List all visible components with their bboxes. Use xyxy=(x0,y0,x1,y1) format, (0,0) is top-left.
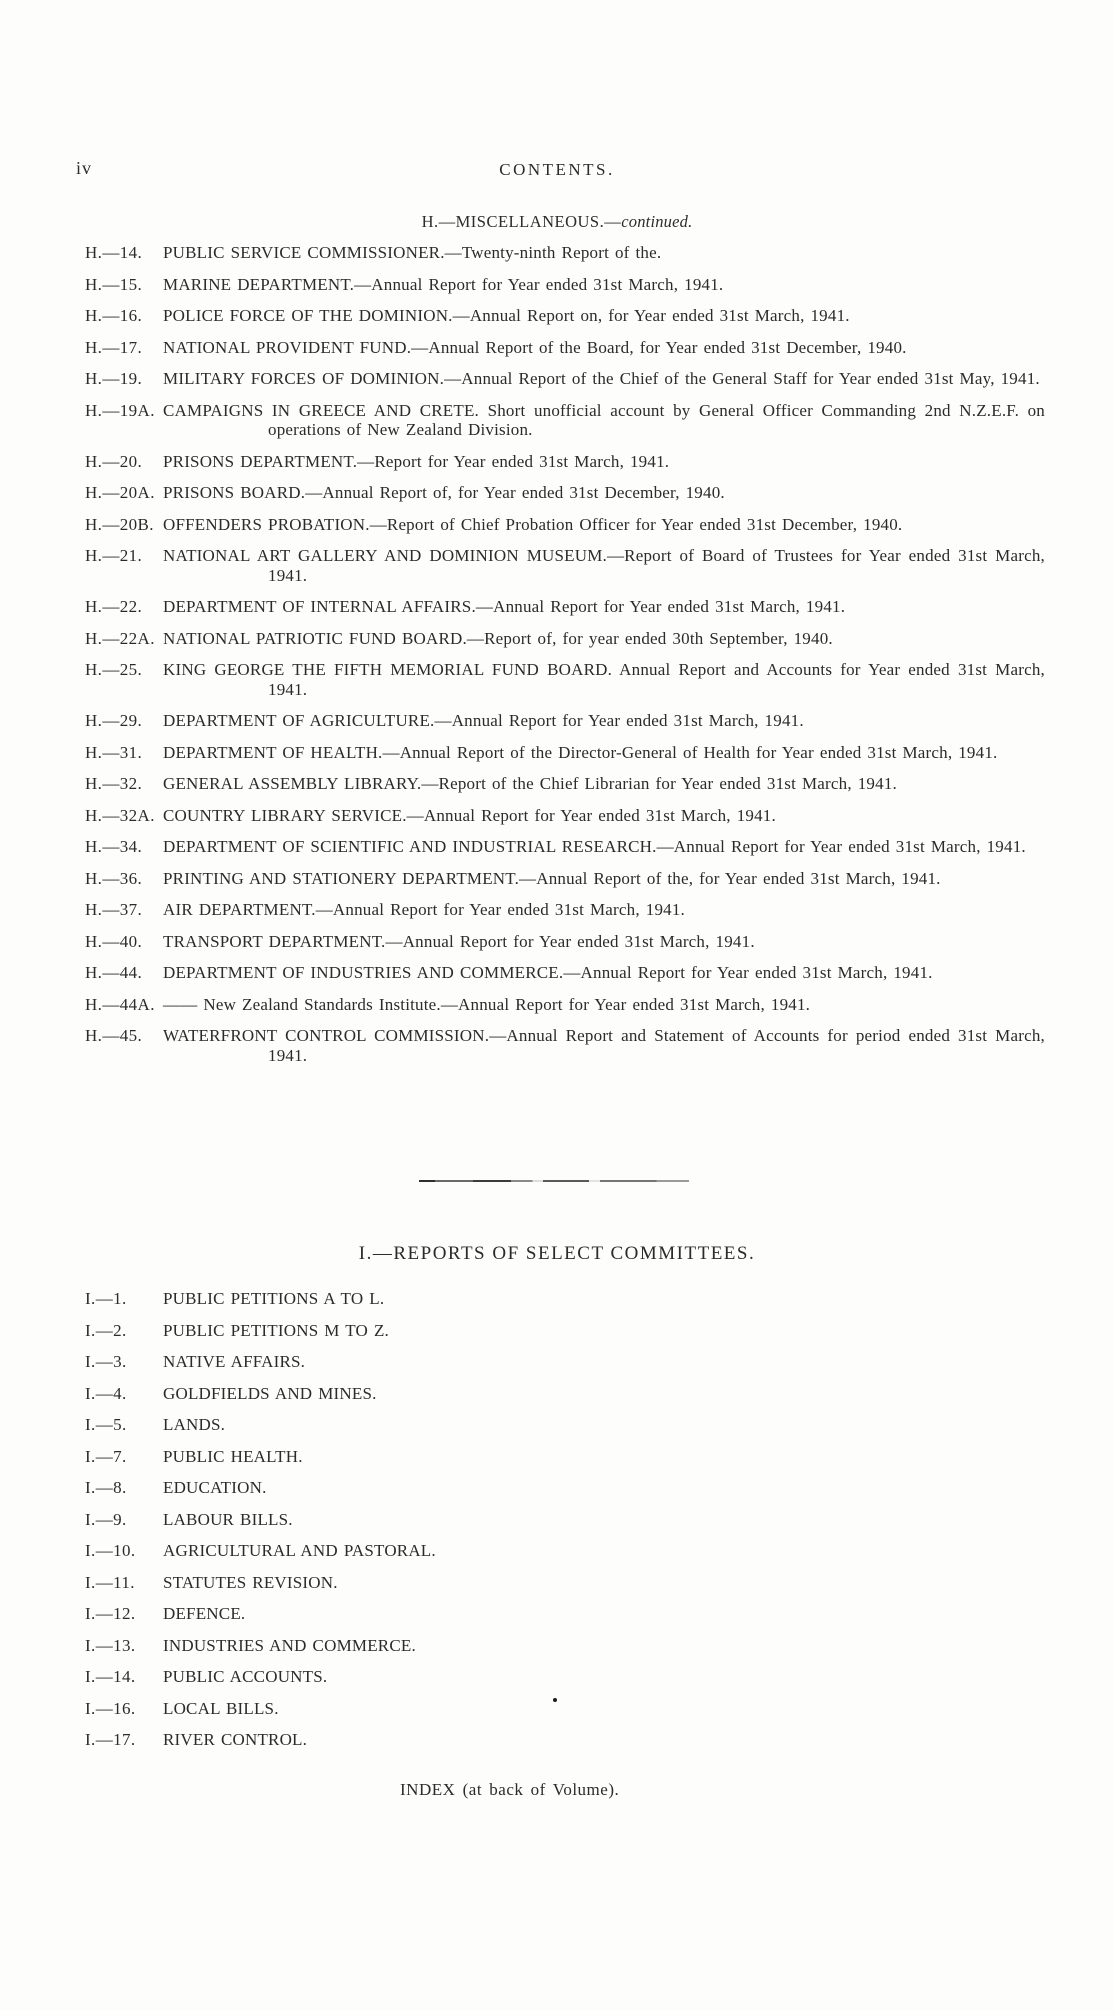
contents-entry-row xyxy=(85,1541,1045,1561)
entry-text: GENERAL ASSEMBLY LIBRARY.—Report of the Chief Librarian for Year ended 31st March, 1941. xyxy=(163,774,897,793)
entry-text: DEPARTMENT OF INTERNAL AFFAIRS.—Annual Report for Year ended 31st March, 1941. xyxy=(163,597,846,616)
contents-entry-row xyxy=(85,546,1045,585)
entry-text: DEPARTMENT OF AGRICULTURE.—Annual Report for Year ended 31st March, 1941. xyxy=(163,711,804,730)
entry-number: H.—45. xyxy=(85,1026,143,1045)
entry-number: H.—19A. xyxy=(85,400,155,420)
section-h-heading-continued: continued. xyxy=(621,212,693,231)
entry-text: PRINTING AND STATIONERY DEPARTMENT.—Annual Report of the, for Year ended 31st March, 1941. xyxy=(163,868,941,888)
contents-entry-row xyxy=(85,743,1045,763)
entry-text: NATIONAL PROVIDENT FUND.—Annual Report of the Board, for Year ended 31st December, 1940. xyxy=(163,337,907,357)
contents-entry-row xyxy=(85,243,1045,263)
section-divider-rule xyxy=(419,1180,689,1182)
entry-number: H.—44A. xyxy=(85,994,155,1014)
contents-entry-row xyxy=(85,452,1045,472)
contents-entry-row xyxy=(85,711,1045,731)
contents-entry-row xyxy=(85,515,1045,535)
entry-number: I.—12. xyxy=(85,1604,136,1623)
contents-entry-row xyxy=(85,275,1045,295)
contents-entry-row xyxy=(85,1415,1045,1435)
contents-entry-row xyxy=(85,1321,1045,1341)
entry-number: H.—19. xyxy=(85,369,143,388)
entry-text: LOCAL BILLS. xyxy=(163,1698,279,1718)
entry-text: NATIVE AFFAIRS. xyxy=(163,1352,306,1371)
section-i-heading: I.—REPORTS OF SELECT COMMITTEES. xyxy=(358,1243,756,1264)
entry-text: PUBLIC SERVICE COMMISSIONER.—Twenty-ninth Report of the. xyxy=(163,243,662,262)
entry-text: TRANSPORT DEPARTMENT.—Annual Report for Year ended 31st March, 1941. xyxy=(163,931,755,951)
entry-text: OFFENDERS PROBATION.—Report of Chief Probation Officer for Year ended 31st December, 1940. xyxy=(163,514,903,534)
entry-text: PUBLIC ACCOUNTS. xyxy=(163,1667,328,1686)
entry-text: DEFENCE. xyxy=(163,1604,246,1623)
contents-entry-row xyxy=(85,774,1045,794)
contents-entry-row xyxy=(85,1667,1045,1687)
entry-text: COUNTRY LIBRARY SERVICE.—Annual Report for Year ended 31st March, 1941. xyxy=(163,805,776,825)
ink-speck xyxy=(553,1698,557,1702)
contents-entry-row xyxy=(85,1699,1045,1719)
contents-entry-row xyxy=(85,306,1045,326)
entry-number: H.—29. xyxy=(85,711,143,730)
entry-number: I.—5. xyxy=(85,1415,127,1434)
entry-text: CAMPAIGNS IN GREECE AND CRETE. Short unofficial account by General Officer Commanding 2nd N.Z.E.F. on operations of New Zealand Division. xyxy=(163,400,1045,439)
contents-entry-row xyxy=(85,1604,1045,1624)
entry-text: DEPARTMENT OF INDUSTRIES AND COMMERCE.—Annual Report for Year ended 31st March, 1941. xyxy=(163,963,933,982)
contents-entry-row xyxy=(85,1026,1045,1065)
contents-entry-row xyxy=(85,1384,1045,1404)
entry-text: DEPARTMENT OF HEALTH.—Annual Report of the Director-General of Health for Year ended 31st March, 1941. xyxy=(163,742,998,762)
entry-text: —— New Zealand Standards Institute.—Annual Report for Year ended 31st March, 1941. xyxy=(163,994,811,1014)
entry-number: H.—20. xyxy=(85,451,143,471)
entry-number: H.—20B. xyxy=(85,514,154,534)
contents-entry-row xyxy=(85,995,1045,1015)
entry-text: MARINE DEPARTMENT.—Annual Report for Year ended 31st March, 1941. xyxy=(163,274,724,294)
section-i-entry-list xyxy=(85,1289,1045,1762)
entry-text: INDUSTRIES AND COMMERCE. xyxy=(163,1635,416,1655)
entry-number: H.—31. xyxy=(85,742,143,762)
entry-number: H.—36. xyxy=(85,868,143,888)
contents-entry-row xyxy=(85,1730,1045,1750)
entry-text: STATUTES REVISION. xyxy=(163,1572,338,1592)
entry-number: H.—32. xyxy=(85,774,143,793)
entry-number: I.—1. xyxy=(85,1289,127,1308)
entry-text: GOLDFIELDS AND MINES. xyxy=(163,1383,377,1403)
entry-number: H.—32A. xyxy=(85,805,155,825)
contents-entry-row xyxy=(85,1447,1045,1467)
entry-number: H.—15. xyxy=(85,274,143,294)
entry-number: I.—11. xyxy=(85,1572,135,1592)
entry-text: MILITARY FORCES OF DOMINION.—Annual Report of the Chief of the General Staff for Year ended 31st May, 1941. xyxy=(163,369,1040,388)
entry-number: H.—16. xyxy=(85,306,143,325)
contents-entry-row xyxy=(85,869,1045,889)
entry-text: NATIONAL ART GALLERY AND DOMINION MUSEUM.—Report of Board of Trustees for Year ended 31st March, 1941. xyxy=(163,546,1045,585)
contents-entry-row xyxy=(85,1289,1045,1309)
contents-entry-row xyxy=(85,483,1045,503)
page-number: iv xyxy=(76,158,93,178)
index-note: INDEX (at back of Volume). xyxy=(400,1780,620,1799)
entry-text: KING GEORGE THE FIFTH MEMORIAL FUND BOARD. Annual Report and Accounts for Year ended 31st March, 1941. xyxy=(163,660,1045,699)
entry-number: H.—20A. xyxy=(85,483,155,502)
contents-entry-row xyxy=(85,338,1045,358)
entry-number: I.—3. xyxy=(85,1352,127,1371)
section-h-entry-list xyxy=(85,243,1045,1077)
contents-entry-row xyxy=(85,597,1045,617)
entry-number: H.—34. xyxy=(85,837,143,856)
entry-number: I.—7. xyxy=(85,1446,127,1466)
page-title: CONTENTS. xyxy=(499,160,615,179)
entry-number: H.—17. xyxy=(85,337,143,357)
contents-entry-row xyxy=(85,932,1045,952)
contents-entry-row xyxy=(85,1352,1045,1372)
entry-number: I.—8. xyxy=(85,1478,127,1497)
contents-entry-row xyxy=(85,806,1045,826)
contents-entry-row xyxy=(85,963,1045,983)
contents-entry-row xyxy=(85,1478,1045,1498)
entry-text: EDUCATION. xyxy=(163,1478,267,1497)
contents-entry-row xyxy=(85,369,1045,389)
entry-text: PUBLIC PETITIONS M TO Z. xyxy=(163,1320,389,1340)
entry-text: PRISONS DEPARTMENT.—Report for Year ended 31st March, 1941. xyxy=(163,451,670,471)
entry-text: PUBLIC HEALTH. xyxy=(163,1446,303,1466)
entry-text: RIVER CONTROL. xyxy=(163,1730,308,1749)
entry-number: H.—40. xyxy=(85,931,143,951)
contents-entry-row xyxy=(85,1510,1045,1530)
entry-number: H.—25. xyxy=(85,660,143,679)
entry-text: DEPARTMENT OF SCIENTIFIC AND INDUSTRIAL RESEARCH.—Annual Report for Year ended 31st March, 1941. xyxy=(163,837,1026,856)
section-h-heading-main: H.—MISCELLANEOUS.— xyxy=(421,212,622,231)
entry-text: PUBLIC PETITIONS A TO L. xyxy=(163,1289,385,1308)
entry-number: H.—14. xyxy=(85,243,143,262)
entry-text: POLICE FORCE OF THE DOMINION.—Annual Report on, for Year ended 31st March, 1941. xyxy=(163,306,850,325)
contents-entry-row xyxy=(85,1573,1045,1593)
entry-number: H.—21. xyxy=(85,546,143,565)
entry-number: I.—14. xyxy=(85,1667,136,1686)
entry-text: LANDS. xyxy=(163,1415,226,1434)
contents-entry-row xyxy=(85,401,1045,440)
entry-number: I.—9. xyxy=(85,1509,127,1529)
entry-number: I.—10. xyxy=(85,1541,136,1560)
contents-entry-row xyxy=(85,1636,1045,1656)
contents-entry-row xyxy=(85,660,1045,699)
entry-number: H.—44. xyxy=(85,963,143,982)
entry-text: WATERFRONT CONTROL COMMISSION.—Annual Report and Statement of Accounts for period ended 31st March, 1941. xyxy=(163,1026,1045,1065)
contents-entry-row xyxy=(85,629,1045,649)
entry-text: LABOUR BILLS. xyxy=(163,1509,293,1529)
entry-number: H.—37. xyxy=(85,900,143,919)
entry-text: PRISONS BOARD.—Annual Report of, for Year ended 31st December, 1940. xyxy=(163,483,725,502)
section-h-heading xyxy=(0,212,1114,232)
contents-entry-row xyxy=(85,837,1045,857)
entry-number: H.—22A. xyxy=(85,628,155,648)
contents-entry-row xyxy=(85,900,1045,920)
entry-number: I.—13. xyxy=(85,1635,136,1655)
entry-number: I.—16. xyxy=(85,1698,136,1718)
entry-number: I.—4. xyxy=(85,1383,127,1403)
entry-number: I.—17. xyxy=(85,1730,136,1749)
entry-number: H.—22. xyxy=(85,597,143,616)
entry-number: I.—2. xyxy=(85,1320,127,1340)
entry-text: NATIONAL PATRIOTIC FUND BOARD.—Report of, for year ended 30th September, 1940. xyxy=(163,628,833,648)
entry-text: AIR DEPARTMENT.—Annual Report for Year ended 31st March, 1941. xyxy=(163,900,685,919)
entry-text: AGRICULTURAL AND PASTORAL. xyxy=(163,1541,436,1560)
